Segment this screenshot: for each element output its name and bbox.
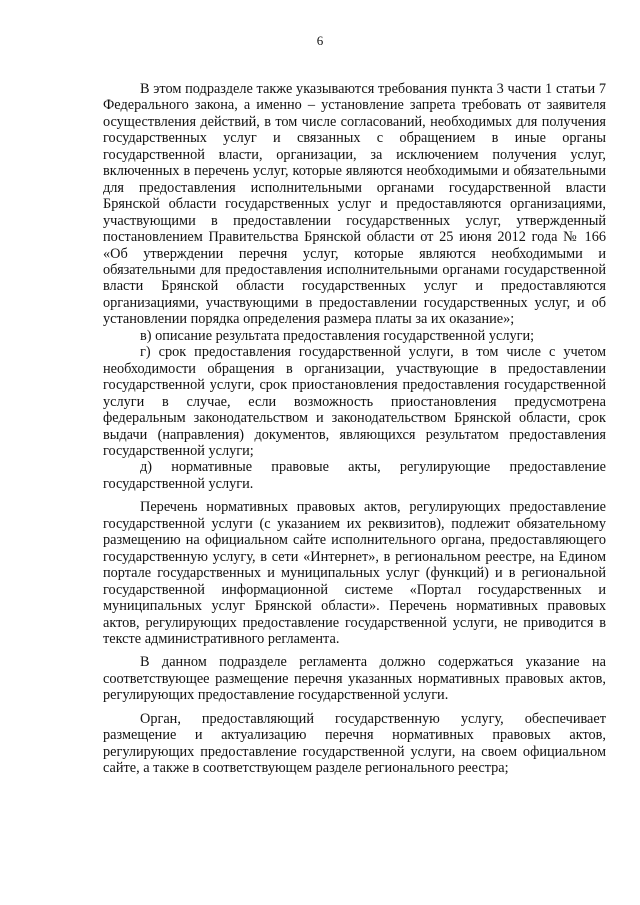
- paragraph-placement: В данном подразделе регламента должно содержаться указание на соответствующее размещение перечня указанных нормативных правовых актов, регулирующих предоставление государственной услуги.: [103, 654, 606, 704]
- paragraph-item-d: д) нормативные правовые акты, регулирующие предоставление государственной услуги.: [103, 459, 606, 492]
- document-body: [103, 81, 606, 777]
- page-number: 6: [316, 33, 324, 48]
- paragraph-item-g: г) срок предоставления государственной услуги, в том числе с учетом необходимости обращения в организации, участвующие в предоставлении государственной услуги, срок приостановления предоставления государственной услуги в случае, если возможность приостановления предусмотрена федеральным законодательством и законодательством Брянской области, срок выдачи (направления) документов, являющихся результатом предоставления государственной услуги;: [103, 344, 606, 459]
- paragraph-acts-list: Перечень нормативных правовых актов, регулирующих предоставление государственной услуги (с указанием их реквизитов), подлежит обязательному размещению на официальном сайте исполнительного органа, предоставляющего государственную услугу, в сети «Интернет», в региональном реестре, на Едином портале государственных и муниципальных услуг (функций) и в региональной государственной информационной системе «Портал государственных и муниципальных услуг Брянской области». Перечень нормативных правовых актов, регулирующих предоставление государственной услуги, не приводится в тексте административного регламента.: [103, 499, 606, 647]
- paragraph-requirements: В этом подразделе также указываются требования пункта 3 части 1 статьи 7 Федерального закона, а именно – установление запрета требовать от заявителя осуществления действий, в том числе согласований, необходимых для получения государственных услуг и связанных с обращением в иные органы государственной власти, организации, за исключением получения услуг, включенных в перечень услуг, которые являются необходимыми и обязательными для предоставления исполнительными органами государственной власти Брянской области государственных услуг и предоставляются организациями, участвующими в предоставлении государственных услуг, утвержденный постановлением Правительства Брянской области от 25 июня 2012 года № 166 «Об утверждении перечня услуг, которые являются необходимыми и обязательными для предоставления исполнительными органами государственной власти Брянской области государственных услуг и предоставляются организациями, участвующими в предоставлении государственных услуг, и об установлении порядка определения размера платы за их оказание»;: [103, 81, 606, 328]
- paragraph-agency: Орган, предоставляющий государственную услугу, обеспечивает размещение и актуализацию перечня нормативных правовых актов, регулирующих предоставление государственной услуги, на своем официальном сайте, а также в соответствующем разделе регионального реестра;: [103, 710, 606, 777]
- paragraph-item-v: в) описание результата предоставления государственной услуги;: [140, 327, 535, 344]
